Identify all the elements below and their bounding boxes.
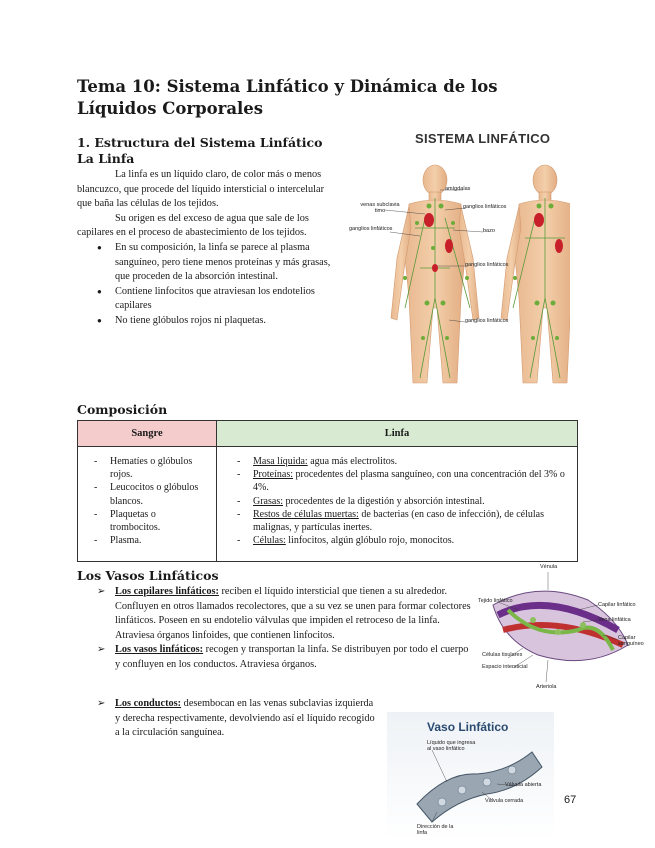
figure-title: SISTEMA LINFÁTICO [415,131,551,146]
figure-label: Válvula abierta [505,782,542,788]
list-item: ● No tiene glóbulos rojos ni plaquetas. [77,314,339,329]
term: Los capilares linfáticos: [115,586,219,597]
list-item [231,455,571,468]
figure-label: ganglios linfáticos [349,226,393,232]
figure-title: Vaso Linfático [427,720,509,734]
table-header-linfa: Linfa [217,421,578,447]
list-item [231,468,571,494]
list-item [77,585,475,643]
subheading-linfa: La Linfa [77,151,135,166]
list-item: - Plaquetas o trombocitos. [88,508,200,534]
figure-label: Capilar sanguíneo [618,635,644,647]
paragraph: Su origen es del exceso de agua que sale de los capilares en el proceso de abastecimiento de los tejidos. [77,212,309,239]
figure-label: ganglios linfáticos [463,204,507,210]
list-item: ● En su composición, la linfa se parece al plasma sanguíneo, pero tiene menos proteínas y más grasas, que proceden de la absorción intestinal. [77,241,339,285]
list-item: - Hematíes o glóbulos rojos. [88,455,200,481]
figure-label: Vénula [540,564,558,570]
term-text: desembocan en las venas subclavias izquierda y derecha respectivamente, devolviendo así el líquido recogido a la circulación sanguínea. [115,698,375,739]
list-item [231,534,571,547]
list-item [77,643,475,672]
figure-label: Dirección de la linfa [417,824,454,836]
term: Proteínas: [253,469,293,481]
term: Masa líquida: [253,456,308,467]
vaso-figure [387,712,554,840]
paragraph: La linfa es un líquido claro, de color más o menos blancuzco, que procede del líquido intersticial o intercelular que baña las células de los tejidos. [77,169,325,210]
sangre-cell [78,447,217,562]
capillary-figure [478,560,643,695]
figure-label: Capilar linfático [598,602,636,608]
term: Grasas: [253,495,283,507]
figure-label: Líquido que ingresa al vaso linfático [427,740,476,752]
linfa-text [77,168,339,329]
figure-label: Espacio intersticial [482,664,528,670]
term-text: linfocitos, algún glóbulo rojo, monocitos. [285,535,455,547]
figure-label: Válvula cerrada [485,798,524,804]
list-item: - Leucocitos o glóbulos blancos. [88,481,200,507]
list-item: - Plasma. [88,534,200,547]
vasos-list-top [77,585,475,673]
term-text: de bacterias (en caso de infección), de células malignas, y partículas inertes. [253,508,544,534]
term-text: reciben el líquido intersticial que tienen a su alrededor. Confluyen en otros llamados recolectores, que a su vez se unen para formar colectores linfáticos. Poseen en su endotelio válvulas que impiden el retroceso de la linfa. Atraviesa órganos linfoides, que contienen linfocitos. [115,586,471,641]
term-text: procedentes del plasma sanguíneo, con una concentración del 3% o 4%. [253,469,565,494]
vasos-heading: Los Vasos Linfáticos [77,568,219,583]
section-heading: 1. Estructura del Sistema Linfático [77,135,323,150]
term: Restos de células muertas: [253,508,359,520]
figure-label: ganglios linfáticos [465,318,509,324]
list-item [77,697,377,741]
composition-table [77,420,578,562]
table-header-sangre: Sangre [78,421,217,447]
vasos-list-bottom [77,697,377,741]
term-text: recogen y transportan la linfa. Se distribuyen por todo el cuerpo y confluyen en los conductos. Atraviesa órganos. [115,644,469,670]
vessel-illustration [387,712,554,840]
composicion-heading: Composición [77,402,168,417]
capillary-illustration [478,560,643,695]
list-item [231,508,571,534]
body-illustration [345,128,570,390]
term-text: procedentes de la digestión y absorción intestinal. [283,495,485,507]
figure-label: bazo [483,228,495,234]
figure-label: venas subclavia timo [360,202,400,214]
term: Los conductos: [115,698,182,709]
term-text: agua más electrolitos. [307,456,398,467]
term: Células: [253,535,286,547]
page-title: Tema 10: Sistema Linfático y Dinámica de los Líquidos Corporales [77,77,498,118]
term: Los vasos linfáticos: [115,644,204,656]
figure-label: Arteriola [536,684,557,690]
linfa-cell [217,447,578,562]
list-item [231,495,571,508]
page-number: 67 [564,794,577,806]
figure-label: Vena linfática [598,617,631,623]
figure-label: amígdalas [445,186,471,192]
list-item: ● Contiene linfocitos que atraviesan los endotelios capilares [77,285,339,314]
figure-label: ganglios linfáticos [465,262,509,268]
lymphatic-system-figure [345,128,570,390]
figure-label: Células tisulares [482,652,523,658]
figure-label: Tejido linfático [478,598,513,604]
